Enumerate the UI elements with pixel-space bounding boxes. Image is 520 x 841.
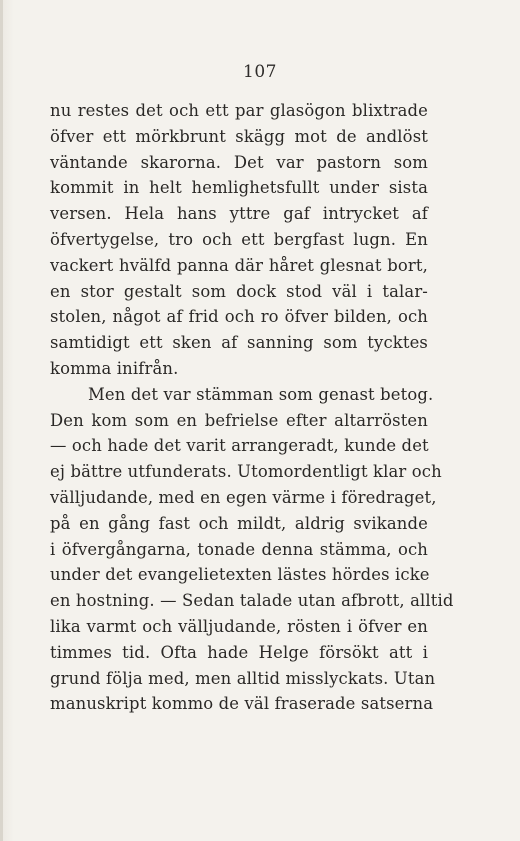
page-edge — [0, 0, 3, 841]
text-line: samtidigt ett sken af sanning som tycktes — [50, 333, 428, 353]
text-line: komma inifrån. — [50, 358, 179, 378]
text-line: en hostning. — Sedan talade utan afbrott, alltid — [50, 591, 454, 611]
text-line: vackert hvälfd panna där håret glesnat bort, — [50, 255, 428, 275]
text-line: manuskript kommo de väl fraserade satserna — [50, 694, 434, 714]
text-line: på en gång fast och mildt, aldrig svikande — [50, 513, 428, 533]
text-line: ej bättre utfunderats. Utomordentligt klar och — [50, 462, 442, 482]
text-line: under det evangelietexten lästes hördes icke — [50, 565, 430, 585]
text-line: versen. Hela hans yttre gaf intrycket af — [50, 204, 428, 224]
text-line: välljudande, med en egen värme i föredraget, — [50, 487, 437, 507]
text-line: öfver ett mörkbrunt skägg mot de andlöst — [50, 126, 428, 146]
text-line: nu restes det och ett par glasögon blixtrade — [50, 101, 428, 120]
text-line: timmes tid. Ofta hade Helge försökt att i — [50, 642, 428, 662]
text-line: kommit in helt hemlighetsfullt under sista — [50, 178, 428, 198]
text-line: väntande skarorna. Det var pastorn som — [50, 152, 428, 172]
page-number: 107 — [243, 62, 277, 82]
text-line: i öfvergångarna, tonade denna stämma, och — [50, 539, 428, 559]
text-line: — och hade det varit arrangeradt, kunde det — [50, 436, 429, 456]
text-line: Men det var stämman som genast betog. — [88, 384, 434, 404]
text-line: öfvertygelse, tro och ett bergfast lugn. En — [50, 229, 428, 249]
text-line: grund följa med, men alltid misslyckats. Utan — [50, 668, 436, 688]
body-text — [50, 98, 454, 717]
text-line: Den kom som en befrielse efter altarrösten — [50, 410, 428, 430]
text-line: en stor gestalt som dock stod väl i talar- — [50, 281, 428, 301]
text-line: stolen, något af frid och ro öfver bilden, och — [50, 307, 428, 327]
text-line: lika varmt och välljudande, rösten i öfver en — [50, 616, 428, 636]
